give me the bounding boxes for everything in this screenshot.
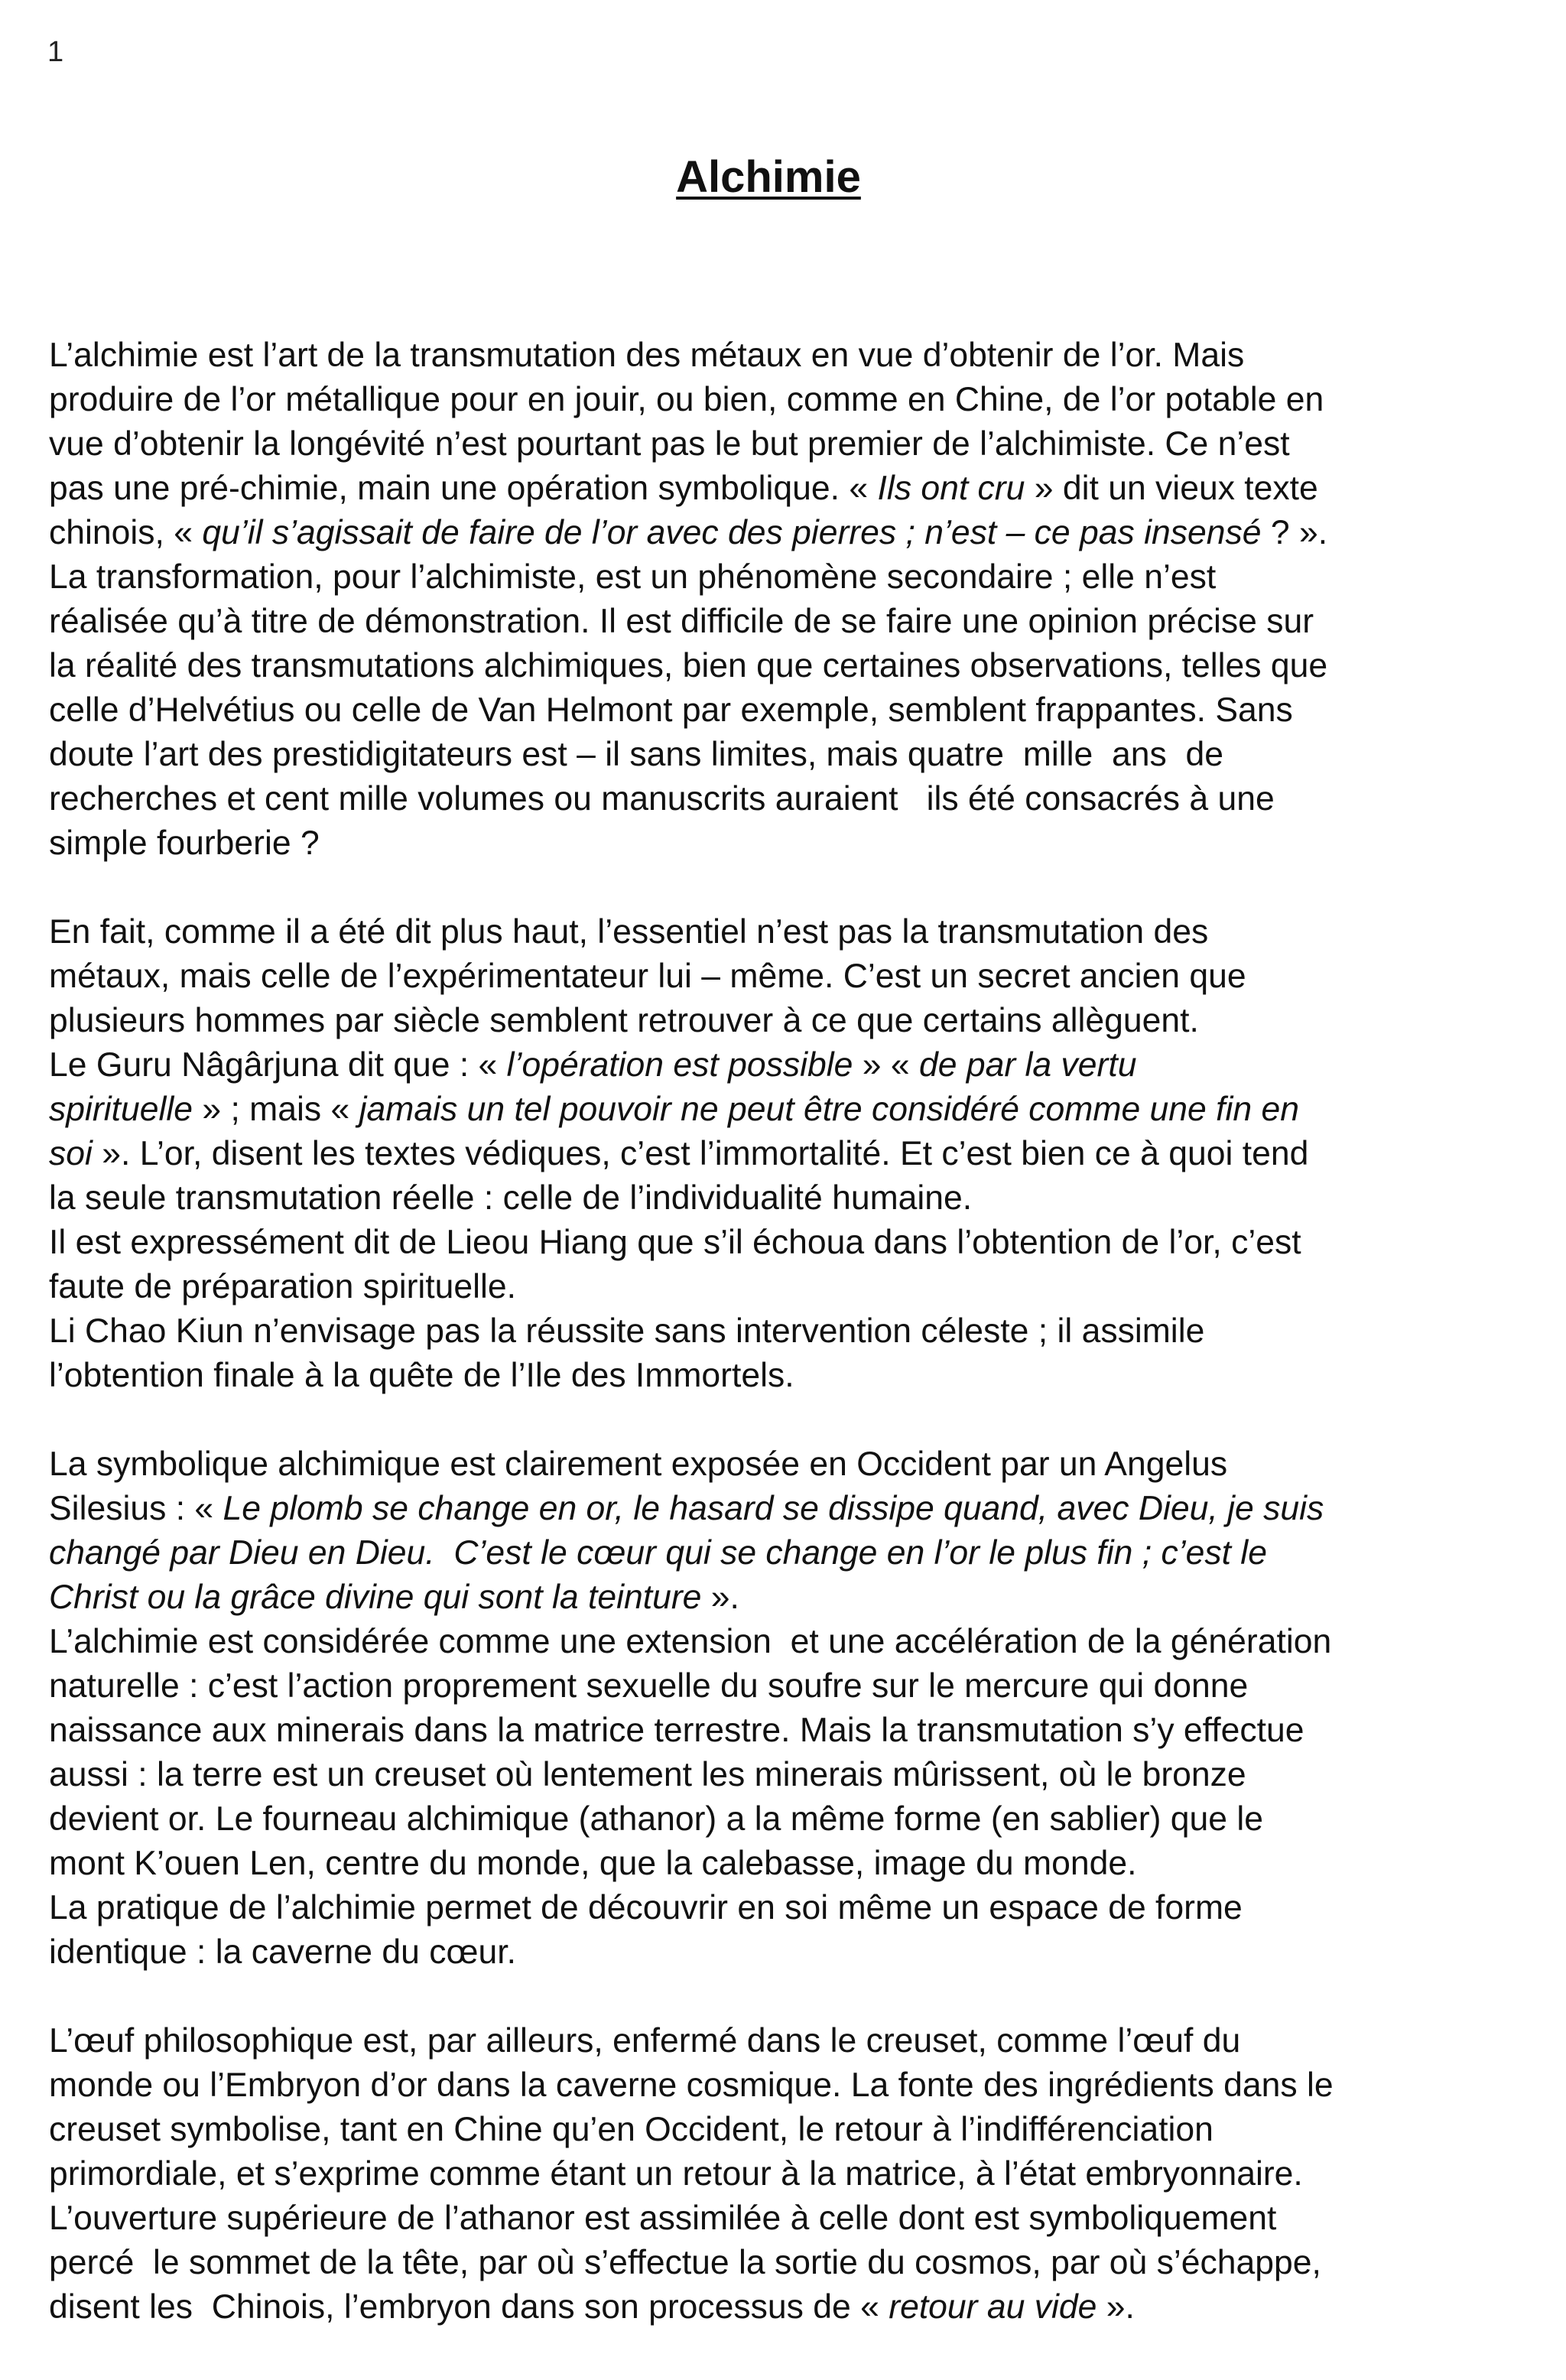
paragraph-gap [49, 1398, 1517, 1442]
paragraph [49, 1442, 1517, 1975]
text-run: » ; mais « [192, 1091, 359, 1128]
italic-quote-text: l’opération est possible [506, 1046, 853, 1084]
italic-quote-text: Le plomb se change en or, le hasard se dissipe quand, avec Dieu, je suis [223, 1490, 1324, 1527]
text-run: l’obtention finale à la quête de l’Ile des Immortels. [49, 1357, 794, 1394]
text-run: pas une pré-chimie, main une opération symbolique. « [49, 470, 878, 507]
text-line [49, 2019, 1517, 2063]
text-run: vue d’obtenir la longévité n’est pourtant pas le but premier de l’alchimiste. Ce n’est [49, 425, 1290, 463]
text-line [49, 555, 1517, 600]
document-body [49, 333, 1517, 2330]
text-run: ». L’or, disent les textes védiques, c’est l’immortalité. Et c’est bien ce à quoi tend [92, 1135, 1309, 1172]
page-number: 1 [47, 36, 64, 68]
text-run: métaux, mais celle de l’expérimentateur lui – même. C’est un secret ancien que [49, 958, 1246, 995]
text-run: ». [1097, 2288, 1135, 2326]
text-line [49, 2285, 1517, 2330]
italic-quote-text: Christ ou la grâce divine qui sont la teinture [49, 1579, 702, 1616]
text-run: Le Guru Nâgârjuna dit que : « [49, 1046, 507, 1084]
italic-quote-text: spirituelle [49, 1091, 193, 1128]
text-run: » « [853, 1046, 919, 1084]
italic-quote-text: soi [49, 1135, 93, 1172]
text-line [49, 1531, 1517, 1575]
text-run: chinois, « [49, 514, 203, 551]
text-line [49, 1487, 1517, 1531]
paragraph-gap [49, 866, 1517, 910]
text-run: Silesius : « [49, 1490, 223, 1527]
text-run: simple fourberie ? [49, 824, 320, 862]
text-line [49, 467, 1517, 511]
text-run: La symbolique alchimique est clairement exposée en Occident par un Angelus [49, 1445, 1228, 1483]
text-line [49, 1309, 1517, 1354]
text-run: réalisée qu’à titre de démonstration. Il est difficile de se faire une opinion précise sur [49, 603, 1314, 640]
paragraph [49, 910, 1517, 1398]
italic-quote-text: Ils ont cru [877, 470, 1025, 507]
text-line [49, 2241, 1517, 2285]
text-line [49, 733, 1517, 777]
text-run: » dit un vieux texte [1025, 470, 1318, 507]
text-line [49, 600, 1517, 644]
text-run: La pratique de l’alchimie permet de découvrir en soi même un espace de forme [49, 1889, 1243, 1926]
text-run: Li Chao Kiun n’envisage pas la réussite sans intervention céleste ; il assimile [49, 1312, 1205, 1350]
italic-quote-text: jamais un tel pouvoir ne peut être considéré comme une fin en [359, 1091, 1300, 1128]
text-run: ? ». [1261, 514, 1328, 551]
text-line [49, 2108, 1517, 2152]
text-line [49, 688, 1517, 733]
text-line [49, 1930, 1517, 1975]
text-run: L’œuf philosophique est, par ailleurs, enfermé dans le creuset, comme l’œuf du [49, 2022, 1241, 2060]
text-run: doute l’art des prestidigitateurs est – il sans limites, mais quatre mille ans de [49, 736, 1223, 773]
text-run: faute de préparation spirituelle. [49, 1268, 517, 1305]
paragraph [49, 333, 1517, 866]
text-line [49, 821, 1517, 866]
text-run: L’alchimie est considérée comme une extension et une accélération de la génération [49, 1623, 1332, 1660]
text-line [49, 954, 1517, 999]
text-line [49, 1886, 1517, 1930]
text-run: ». [701, 1579, 739, 1616]
text-run: plusieurs hommes par siècle semblent retrouver à ce que certains allèguent. [49, 1002, 1199, 1039]
text-line [49, 910, 1517, 954]
text-run: celle d’Helvétius ou celle de Van Helmont par exemple, semblent frappantes. Sans [49, 691, 1293, 729]
text-run: En fait, comme il a été dit plus haut, l’essentiel n’est pas la transmutation des [49, 913, 1209, 951]
text-line [49, 777, 1517, 821]
text-line [49, 1575, 1517, 1620]
text-run: naturelle : c’est l’action proprement sexuelle du soufre sur le mercure qui donne [49, 1667, 1249, 1705]
paragraph [49, 2019, 1517, 2330]
text-run: L’alchimie est l’art de la transmutation des métaux en vue d’obtenir de l’or. Mais [49, 337, 1245, 374]
italic-quote-text: retour au vide [889, 2288, 1097, 2326]
italic-quote-text: changé par Dieu en Dieu. C’est le cœur qui se change en l’or le plus fin ; c’est le [49, 1534, 1267, 1572]
text-line [49, 1176, 1517, 1221]
text-line [49, 422, 1517, 467]
text-line [49, 999, 1517, 1043]
italic-quote-text: de par la vertu [918, 1046, 1137, 1084]
text-line [49, 378, 1517, 422]
text-line [49, 1664, 1517, 1709]
text-run: la réalité des transmutations alchimiques, bien que certaines observations, telles que [49, 647, 1328, 684]
text-line [49, 2152, 1517, 2196]
text-run: creuset symbolise, tant en Chine qu’en Occident, le retour à l’indifférenciation [49, 2111, 1213, 2148]
text-line [49, 1709, 1517, 1753]
text-run: disent les Chinois, l’embryon dans son processus de « [49, 2288, 889, 2326]
text-line [49, 1620, 1517, 1664]
text-line [49, 1842, 1517, 1886]
text-line [49, 333, 1517, 378]
paragraph-gap [49, 1975, 1517, 2019]
document-title: Alchimie [676, 152, 861, 202]
text-line [49, 1132, 1517, 1176]
text-run: aussi : la terre est un creuset où lentement les minerais mûrissent, où le bronze [49, 1756, 1246, 1793]
text-run: monde ou l’Embryon d’or dans la caverne cosmique. La fonte des ingrédients dans le [49, 2066, 1334, 2104]
text-line [49, 511, 1517, 555]
text-run: produire de l’or métallique pour en jouir, ou bien, comme en Chine, de l’or potable en [49, 381, 1324, 418]
italic-quote-text: qu’il s’agissait de faire de l’or avec des pierres ; n’est – ce pas insensé [202, 514, 1262, 551]
text-run: identique : la caverne du cœur. [49, 1933, 516, 1971]
text-line [49, 1797, 1517, 1842]
text-line [49, 1442, 1517, 1487]
text-line [49, 1753, 1517, 1797]
text-line [49, 1043, 1517, 1088]
text-run: mont K’ouen Len, centre du monde, que la calebasse, image du monde. [49, 1845, 1137, 1882]
text-run: devient or. Le fourneau alchimique (athanor) a la même forme (en sablier) que le [49, 1800, 1264, 1838]
text-run: percé le sommet de la tête, par où s’effectue la sortie du cosmos, par où s’échappe, [49, 2244, 1321, 2281]
text-run: primordiale, et s’exprime comme étant un retour à la matrice, à l’état embryonnaire. [49, 2155, 1303, 2193]
text-line [49, 644, 1517, 688]
text-line [49, 1354, 1517, 1398]
text-line [49, 1088, 1517, 1132]
text-run: la seule transmutation réelle : celle de l’individualité humaine. [49, 1179, 973, 1217]
text-line [49, 1265, 1517, 1309]
text-line [49, 2063, 1517, 2108]
text-run: L’ouverture supérieure de l’athanor est assimilée à celle dont est symboliquement [49, 2200, 1277, 2237]
text-run: recherches et cent mille volumes ou manuscrits auraient ils été consacrés à une [49, 780, 1275, 818]
text-run: Il est expressément dit de Lieou Hiang que s’il échoua dans l’obtention de l’or, c’est [49, 1224, 1301, 1261]
text-line [49, 2196, 1517, 2241]
text-run: naissance aux minerais dans la matrice terrestre. Mais la transmutation s’y effectue [49, 1712, 1304, 1749]
text-run: La transformation, pour l’alchimiste, est un phénomène secondaire ; elle n’est [49, 558, 1217, 596]
text-line [49, 1221, 1517, 1265]
